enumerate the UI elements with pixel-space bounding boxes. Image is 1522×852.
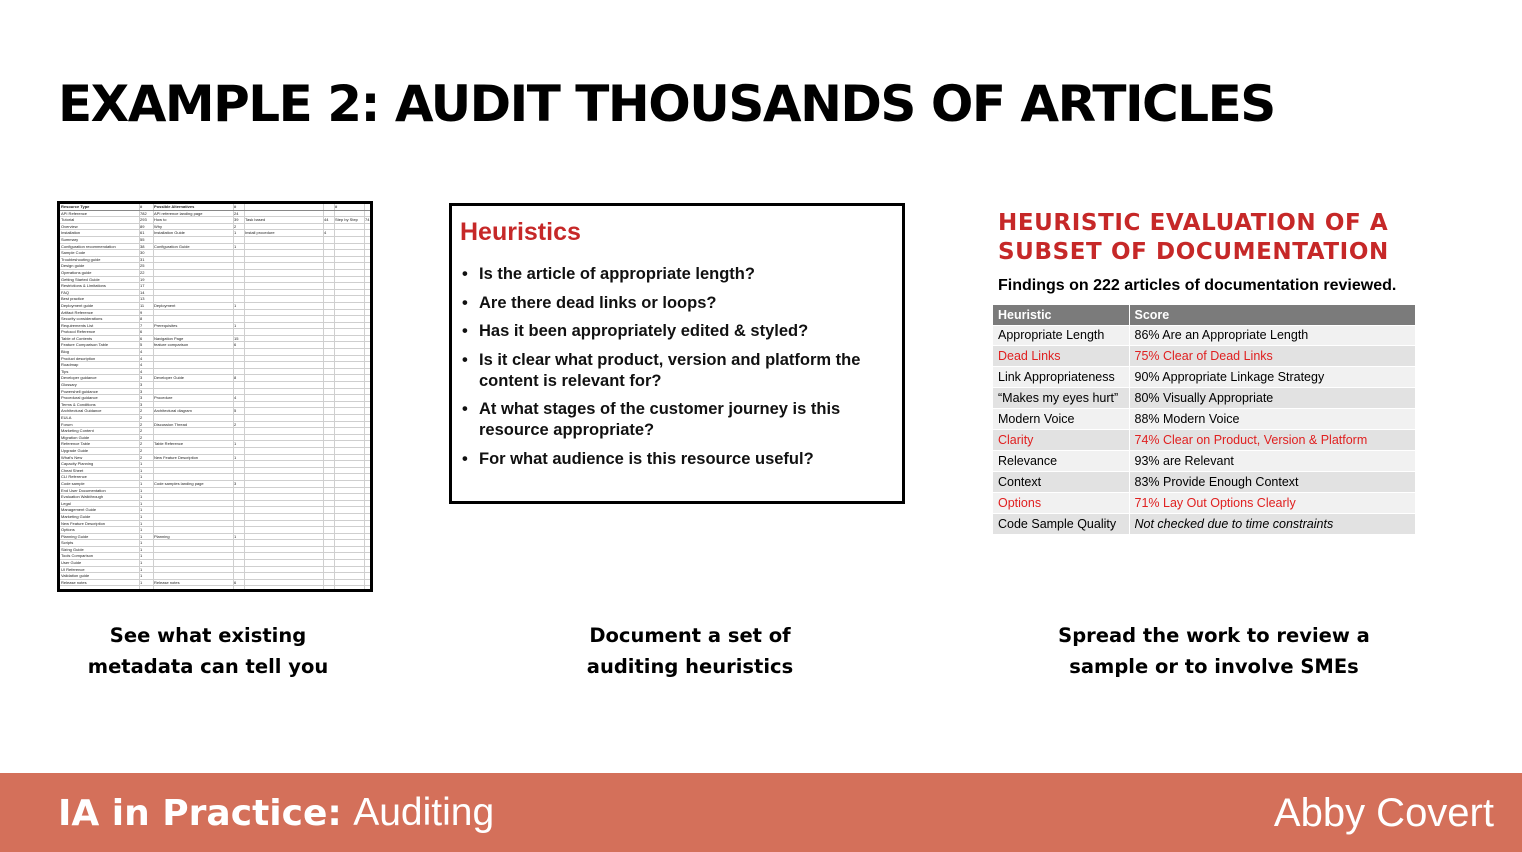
spreadsheet-row <box>60 468 370 475</box>
spreadsheet-cell: 31 <box>140 256 145 262</box>
evaluation-row <box>993 388 1416 409</box>
heuristic-score-cell: 88% Modern Voice <box>1129 409 1416 430</box>
spreadsheet-cell: Forum <box>61 421 73 427</box>
heuristic-score-cell: 75% Clear of Dead Links <box>1129 346 1416 367</box>
spreadsheet-cell: Cheat Sheet <box>61 467 84 473</box>
heuristic-item: • Has it been appropriately edited & styled? <box>460 321 894 342</box>
spreadsheet-cell: Security considerations <box>61 316 103 322</box>
spreadsheet-cell: Install procedure <box>245 230 275 236</box>
spreadsheet-cell: 2 <box>234 421 237 427</box>
spreadsheet-row <box>60 521 370 528</box>
spreadsheet-row <box>60 408 370 415</box>
spreadsheet-cell: 6 <box>234 342 237 348</box>
spreadsheet-cell: 44 <box>324 217 329 223</box>
heuristic-name-cell: Options <box>993 492 1129 513</box>
spreadsheet-cell: Product description <box>61 355 96 361</box>
spreadsheet-cell: 1 <box>140 533 143 539</box>
heuristic-item: • Are there dead links or loops? <box>460 293 894 314</box>
spreadsheet-row <box>60 329 370 336</box>
caption-line: auditing heuristics <box>586 655 794 678</box>
spreadsheet-cell: User Guide <box>61 560 82 566</box>
spreadsheet-row <box>60 547 370 554</box>
spreadsheet-row <box>60 527 370 534</box>
spreadsheet-cell: Table of Contents <box>61 335 93 341</box>
spreadsheet-cell: feature comparison <box>154 342 189 348</box>
spreadsheet-cell: 8 <box>234 375 237 381</box>
spreadsheet-cell: 6 <box>140 329 143 335</box>
spreadsheet-cell: 1 <box>140 560 143 566</box>
spreadsheet-cell: 4 <box>140 349 143 355</box>
spreadsheet-row <box>60 217 370 224</box>
heuristic-name-cell: Context <box>993 471 1129 492</box>
spreadsheet-cell: Scripts <box>61 540 74 546</box>
course-topic: Auditing <box>353 791 495 834</box>
spreadsheet-header-cell: Possible Alternatives <box>154 204 195 209</box>
spreadsheet-cell: 8 <box>140 316 143 322</box>
spreadsheet-row <box>60 560 370 567</box>
spreadsheet-body <box>60 204 370 586</box>
spreadsheet-cell: 1 <box>140 480 143 486</box>
spreadsheet-cell: Step by Step <box>335 217 358 223</box>
spreadsheet-header-cell: # <box>335 204 338 209</box>
column-header-heuristic: Heuristic <box>993 305 1129 325</box>
spreadsheet-cell: 1 <box>234 243 237 249</box>
spreadsheet-cell: 1 <box>140 494 143 500</box>
spreadsheet-cell: Evaluation Walkthrough <box>61 494 104 500</box>
evaluation-row <box>993 325 1416 346</box>
spreadsheet-cell: Code samples landing page <box>154 480 204 486</box>
spreadsheet-cell: 24 <box>234 210 239 216</box>
spreadsheet-cell: 1 <box>140 546 143 552</box>
spreadsheet-cell: Sample Code <box>61 250 86 256</box>
heuristic-name-cell: Link Appropriateness <box>993 367 1129 388</box>
slide-title: EXAMPLE 2: AUDIT THOUSANDS OF ARTICLES <box>58 75 1275 133</box>
heuristics-title: Heuristics <box>460 218 581 246</box>
spreadsheet-cell: Planning Guide <box>61 533 89 539</box>
spreadsheet-cell: 25 <box>140 263 145 269</box>
spreadsheet-row <box>60 369 370 376</box>
spreadsheet-cell: 61 <box>140 230 145 236</box>
caption-line: See what existing <box>109 624 307 647</box>
spreadsheet-cell: Roadmap <box>61 362 79 368</box>
spreadsheet-cell: Overview <box>61 223 78 229</box>
spreadsheet-row <box>60 494 370 501</box>
spreadsheet-cell: Blog <box>61 349 70 355</box>
heuristic-score-cell: 80% Visually Appropriate <box>1129 388 1416 409</box>
evaluation-row <box>993 513 1416 534</box>
spreadsheet-cell: Protocol Reference <box>61 329 96 335</box>
spreadsheet-row <box>60 310 370 317</box>
spreadsheet-cell: Upgrade Guide <box>61 447 89 453</box>
spreadsheet-row <box>60 263 370 270</box>
spreadsheet-cell: 17 <box>140 283 145 289</box>
spreadsheet-cell: Table Reference <box>154 441 184 447</box>
spreadsheet-row <box>60 567 370 574</box>
spreadsheet-cell: 1 <box>140 467 143 473</box>
spreadsheet-row <box>60 257 370 264</box>
caption-line: sample or to involve SMEs <box>1069 655 1359 678</box>
spreadsheet-row <box>60 448 370 455</box>
spreadsheet-cell: API reference landing page <box>154 210 203 216</box>
spreadsheet-row <box>60 277 370 284</box>
spreadsheet-cell: Artifact Reference <box>61 309 94 315</box>
evaluation-row <box>993 471 1416 492</box>
spreadsheet-row <box>60 382 370 389</box>
spreadsheet-header-cell: Resource Type <box>61 204 90 209</box>
evaluation-row <box>993 346 1416 367</box>
spreadsheet-cell: 4 <box>234 395 237 401</box>
spreadsheet-cell: 1 <box>140 487 143 493</box>
spreadsheet-cell: 5 <box>234 408 237 414</box>
evaluation-row <box>993 429 1416 450</box>
spreadsheet-cell: 2 <box>140 428 143 434</box>
spreadsheet-cell: 7 <box>140 322 143 328</box>
spreadsheet-cell: 1 <box>234 441 237 447</box>
spreadsheet-row <box>60 237 370 244</box>
spreadsheet-cell: 15 <box>234 335 239 341</box>
spreadsheet-cell: Powershell guidance <box>61 388 98 394</box>
heuristics-list <box>460 264 894 470</box>
spreadsheet-cell: 5 <box>140 342 143 348</box>
heuristic-score-cell: 83% Provide Enough Context <box>1129 471 1416 492</box>
evaluation-subtitle: Findings on 222 articles of documentation reviewed. <box>998 277 1397 294</box>
spreadsheet-row <box>60 395 370 402</box>
spreadsheet-cell: 293 <box>140 217 147 223</box>
spreadsheet-cell: 30 <box>140 250 145 256</box>
spreadsheet-row <box>60 428 370 435</box>
spreadsheet-cell: New Feature Description <box>61 520 106 526</box>
spreadsheet-cell: 3 <box>140 395 143 401</box>
spreadsheet-cell: 1 <box>140 520 143 526</box>
spreadsheet-cell: How to <box>154 217 167 223</box>
heuristic-score-cell: 90% Appropriate Linkage Strategy <box>1129 367 1416 388</box>
spreadsheet-cell: 3 <box>140 382 143 388</box>
spreadsheet-row <box>60 230 370 237</box>
spreadsheet-cell: 1 <box>234 230 237 236</box>
spreadsheet-row <box>60 488 370 495</box>
evaluation-table-body <box>993 325 1416 534</box>
spreadsheet-cell: Requirements List <box>61 322 94 328</box>
caption-spread-work <box>1029 620 1399 682</box>
heuristic-score-cell: Not checked due to time constraints <box>1129 513 1416 534</box>
spreadsheet-row <box>60 573 370 580</box>
spreadsheet-cell: 3 <box>140 388 143 394</box>
spreadsheet-cell: Operations guide <box>61 269 92 275</box>
spreadsheet-cell: Terms & Conditions <box>61 401 96 407</box>
spreadsheet-cell: 14 <box>140 289 145 295</box>
spreadsheet-cell: Feature Comparison Table <box>61 342 109 348</box>
spreadsheet-row <box>60 250 370 257</box>
spreadsheet-cell: Code sample <box>61 480 85 486</box>
spreadsheet-row <box>60 435 370 442</box>
spreadsheet-cell: 1 <box>140 527 143 533</box>
spreadsheet-cell: Developer guidance <box>61 375 97 381</box>
spreadsheet-cell: 2 <box>140 415 143 420</box>
spreadsheet-cell: 3 <box>234 480 237 486</box>
spreadsheet-row <box>60 356 370 363</box>
spreadsheet-cell: 6 <box>140 335 143 341</box>
spreadsheet-cell: 6 <box>234 579 237 585</box>
spreadsheet-cell: 2 <box>140 434 143 440</box>
spreadsheet-row <box>60 461 370 468</box>
spreadsheet-cell: Developer Guide <box>154 375 185 381</box>
spreadsheet-cell: 55 <box>140 236 145 242</box>
caption-heuristics <box>525 620 855 682</box>
evaluation-title: HEURISTIC EVALUATION OF A SUBSET OF DOCUMENTATION <box>998 210 1389 265</box>
spreadsheet-cell: 22 <box>140 269 145 275</box>
spreadsheet-header-row <box>60 204 370 211</box>
spreadsheet-cell: 1 <box>234 302 237 308</box>
heuristic-score-cell: 86% Are an Appropriate Length <box>1129 325 1416 346</box>
spreadsheet-cell: 1 <box>234 533 237 539</box>
spreadsheet-cell: 13 <box>140 296 145 302</box>
caption-line: metadata can tell you <box>87 655 329 678</box>
spreadsheet-cell: Summary <box>61 236 79 242</box>
evaluation-table <box>993 305 1416 534</box>
spreadsheet-cell: 2 <box>140 454 143 460</box>
spreadsheet-cell: Architectural diagram <box>154 408 192 414</box>
spreadsheet-cell: 4 <box>140 362 143 368</box>
footer-bar <box>0 773 1522 852</box>
spreadsheet-header-cell: # <box>234 204 237 209</box>
spreadsheet-cell: 2 <box>140 447 143 453</box>
heuristic-name-cell: Clarity <box>993 429 1129 450</box>
spreadsheet-cell: 3 <box>140 375 143 381</box>
spreadsheet-cell: Tips <box>61 368 69 374</box>
spreadsheet-cell: 1 <box>234 322 237 328</box>
spreadsheet-cell: Release notes <box>154 579 180 585</box>
spreadsheet-cell: Options <box>61 527 75 533</box>
spreadsheet-row <box>60 362 370 369</box>
spreadsheet-row <box>60 270 370 277</box>
spreadsheet-cell: 1 <box>140 500 143 506</box>
spreadsheet-cell: 38 <box>140 243 145 249</box>
spreadsheet-row <box>60 389 370 396</box>
spreadsheet-cell: Procedure <box>154 395 173 401</box>
spreadsheet-row <box>60 342 370 349</box>
heuristic-name-cell: Dead Links <box>993 346 1129 367</box>
spreadsheet-cell: 2 <box>140 441 143 447</box>
spreadsheet-cell: Marketing Guide <box>61 513 91 519</box>
spreadsheet-cell: 1 <box>140 540 143 546</box>
heuristic-name-cell: Modern Voice <box>993 409 1129 430</box>
spreadsheet-cell: Deployment <box>154 302 176 308</box>
spreadsheet-cell: 1 <box>140 507 143 513</box>
spreadsheet-row <box>60 455 370 462</box>
spreadsheet-cell: 1 <box>140 513 143 519</box>
spreadsheet-row <box>60 316 370 323</box>
spreadsheet-row <box>60 481 370 488</box>
heuristic-name-cell: Relevance <box>993 450 1129 471</box>
spreadsheet-cell: 1 <box>140 566 143 572</box>
spreadsheet-cell: 4 <box>140 368 143 374</box>
heuristic-name-cell: “Makes my eyes hurt” <box>993 388 1129 409</box>
spreadsheet-cell: Reference Table <box>61 441 91 447</box>
author-name: Abby Covert <box>1273 791 1494 835</box>
spreadsheet-cell: 782 <box>140 210 147 216</box>
spreadsheet-cell: Validation guide <box>61 573 90 579</box>
spreadsheet-cell: 2 <box>140 421 143 427</box>
metadata-spreadsheet-thumbnail <box>57 201 373 592</box>
spreadsheet-row <box>60 402 370 409</box>
heuristic-name-cell: Appropriate Length <box>993 325 1129 346</box>
spreadsheet-cell: Sizing Guide <box>61 546 84 552</box>
spreadsheet-cell: Glossary <box>61 382 77 388</box>
spreadsheet-cell: Planning <box>154 533 170 539</box>
course-title <box>58 791 494 836</box>
spreadsheet-cell: 11 <box>140 302 145 308</box>
heuristics-card <box>449 203 905 504</box>
evaluation-header-row <box>993 305 1416 325</box>
spreadsheet-row <box>60 244 370 251</box>
spreadsheet-cell: Navigation Page <box>154 335 184 341</box>
spreadsheet-cell: UI Reference <box>61 566 85 572</box>
spreadsheet-cell: 89 <box>140 223 145 229</box>
spreadsheet-cell: 1 <box>234 454 237 460</box>
spreadsheet-cell: Procedural guidance <box>61 395 98 401</box>
spreadsheet-cell: 4 <box>140 355 143 361</box>
heuristic-item: • Is the article of appropriate length? <box>460 264 894 285</box>
spreadsheet-cell: Configuration recommendation <box>61 243 116 249</box>
course-name: IA in Practice: <box>58 793 342 834</box>
heuristic-score-cell: 71% Lay Out Options Clearly <box>1129 492 1416 513</box>
spreadsheet-cell: Management Guide <box>61 507 97 513</box>
spreadsheet-row <box>60 303 370 310</box>
spreadsheet-cell: 39 <box>234 217 239 223</box>
spreadsheet-cell: FAQ <box>61 289 70 295</box>
heuristic-item: • At what stages of the customer journey is this resource appropriate? <box>460 399 894 441</box>
spreadsheet-cell: Legal <box>61 500 71 506</box>
spreadsheet-row <box>60 323 370 330</box>
spreadsheet-row <box>60 375 370 382</box>
spreadsheet-cell: Migration Guide <box>61 434 90 440</box>
spreadsheet-cell: EULA <box>61 415 72 420</box>
spreadsheet-row <box>60 580 370 587</box>
caption-line: Document a set of <box>589 624 791 647</box>
spreadsheet-cell: 1 <box>140 573 143 579</box>
spreadsheet-cell: 3 <box>140 401 143 407</box>
spreadsheet-cell: Restrictions & Limitations <box>61 283 106 289</box>
spreadsheet-cell: 1 <box>140 553 143 559</box>
spreadsheet-cell: Installation Guide <box>154 230 185 236</box>
spreadsheet-row <box>60 474 370 481</box>
spreadsheet-cell: Design guide <box>61 263 85 269</box>
heuristic-item: • For what audience is this resource useful? <box>460 449 894 470</box>
evaluation-row <box>993 492 1416 513</box>
spreadsheet-cell: Configuration Guide <box>154 243 190 249</box>
spreadsheet-row <box>60 296 370 303</box>
spreadsheet-cell: 1 <box>140 461 143 467</box>
spreadsheet-row <box>60 336 370 343</box>
heuristic-score-cell: 93% are Relevant <box>1129 450 1416 471</box>
spreadsheet-cell: 9 <box>140 309 143 315</box>
spreadsheet-cell: Tools Comparison <box>61 553 94 559</box>
spreadsheet-cell: End User Documentation <box>61 487 106 493</box>
spreadsheet-header-cell: # <box>140 204 143 209</box>
evaluation-row <box>993 367 1416 388</box>
spreadsheet-row <box>60 553 370 560</box>
spreadsheet-row <box>60 507 370 514</box>
spreadsheet-cell: 1 <box>140 579 143 585</box>
spreadsheet-cell: CLI Reference <box>61 474 87 480</box>
spreadsheet-row <box>60 290 370 297</box>
heuristic-name-cell: Code Sample Quality <box>993 513 1129 534</box>
spreadsheet-cell: 19 <box>140 276 145 282</box>
spreadsheet-cell: Tutorial <box>61 217 75 223</box>
spreadsheet-row <box>60 441 370 448</box>
spreadsheet-row <box>60 415 370 422</box>
spreadsheet-cell: Getting Started Guide <box>61 276 100 282</box>
spreadsheet-row <box>60 514 370 521</box>
evaluation-row <box>993 409 1416 430</box>
spreadsheet-row <box>60 349 370 356</box>
spreadsheet-cell: API Reference <box>61 210 88 216</box>
spreadsheet-cell: 4 <box>324 230 327 236</box>
heuristic-item: • Is it clear what product, version and platform the content is relevant for? <box>460 350 894 392</box>
caption-metadata <box>43 620 373 682</box>
spreadsheet-row <box>60 501 370 508</box>
spreadsheet-cell: Why <box>154 223 162 229</box>
spreadsheet-cell: Prerequisites <box>154 322 178 328</box>
spreadsheet-cell: 2 <box>140 408 143 414</box>
spreadsheet-cell: New Feature Description <box>154 454 199 460</box>
spreadsheet-cell: 2 <box>234 223 237 229</box>
evaluation-row <box>993 450 1416 471</box>
spreadsheet-cell: Deployment guide <box>61 302 94 308</box>
spreadsheet-cell: Troubleshooting guide <box>61 256 101 262</box>
caption-line: Spread the work to review a <box>1058 624 1370 647</box>
spreadsheet-cell: Installation <box>61 230 81 236</box>
spreadsheet-cell: Task based <box>245 217 266 223</box>
column-header-score: Score <box>1129 305 1416 325</box>
spreadsheet-cell: Release notes <box>61 579 87 585</box>
spreadsheet-row <box>60 283 370 290</box>
spreadsheet-cell: 74 <box>365 217 370 223</box>
spreadsheet-cell: Discussion Thread <box>154 421 188 427</box>
spreadsheet-row <box>60 540 370 547</box>
spreadsheet-cell: Capacity Planning <box>61 461 94 467</box>
spreadsheet-row <box>60 534 370 541</box>
spreadsheet-row <box>60 422 370 429</box>
spreadsheet-cell: 1 <box>140 474 143 480</box>
spreadsheet-row <box>60 224 370 231</box>
spreadsheet-cell: Architectural Guidance <box>61 408 102 414</box>
heuristic-score-cell: 74% Clear on Product, Version & Platform <box>1129 429 1416 450</box>
spreadsheet-row <box>60 211 370 218</box>
spreadsheet-cell: Marketing Content <box>61 428 94 434</box>
spreadsheet-cell: Best practice <box>61 296 85 302</box>
spreadsheet-cell: What's New <box>61 454 83 460</box>
